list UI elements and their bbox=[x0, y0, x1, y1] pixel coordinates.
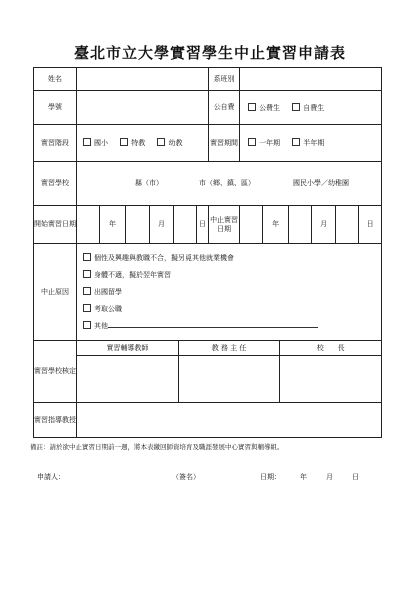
principal-signature[interactable] bbox=[280, 356, 381, 403]
end-month-field[interactable] bbox=[289, 206, 312, 244]
period-label: 實習期間 bbox=[209, 125, 240, 162]
reason-1-checkbox[interactable] bbox=[83, 253, 91, 261]
self-fee-option: 自費生 bbox=[303, 103, 325, 112]
department-field[interactable] bbox=[240, 68, 382, 91]
start-day-unit: 日 bbox=[197, 206, 209, 244]
school-label: 實習學校 bbox=[34, 162, 77, 206]
special-ed-checkbox[interactable] bbox=[120, 138, 128, 146]
special-ed-option: 特教 bbox=[131, 139, 146, 148]
reason-3-text: 出國留學 bbox=[94, 287, 122, 296]
fee-type-label: 公自費 bbox=[209, 91, 240, 125]
reason-2-checkbox[interactable] bbox=[83, 270, 91, 278]
department-label: 系班別 bbox=[209, 68, 240, 91]
academic-director-signature[interactable] bbox=[178, 356, 279, 403]
end-year-unit: 年 bbox=[263, 206, 289, 244]
signature-label: （簽名） bbox=[172, 473, 200, 481]
student-id-label: 學號 bbox=[34, 91, 77, 125]
reason-label: 中止原因 bbox=[34, 244, 77, 341]
date-day-unit: 日 bbox=[352, 473, 359, 481]
end-year-field[interactable] bbox=[240, 206, 263, 244]
name-label: 姓名 bbox=[34, 68, 77, 91]
supervisor-label: 實習指導教授 bbox=[34, 403, 77, 438]
start-year-field[interactable] bbox=[77, 206, 100, 244]
reason-other-text: 其他 bbox=[94, 321, 108, 330]
elementary-checkbox[interactable] bbox=[83, 138, 91, 146]
start-date-label: 開始實習日期 bbox=[34, 206, 77, 244]
start-year-unit: 年 bbox=[100, 206, 126, 244]
public-fee-option: 公費生 bbox=[259, 103, 281, 112]
self-fee-checkbox[interactable] bbox=[292, 103, 300, 111]
reason-4-text: 考取公職 bbox=[94, 304, 122, 313]
end-date-label: 中止實習日期 bbox=[209, 206, 240, 244]
approval-table bbox=[77, 341, 381, 402]
principal-header: 校 長 bbox=[280, 341, 381, 356]
form-title: 臺北市立大學實習學生中止實習申請表 bbox=[73, 44, 346, 62]
elementary-option: 國小 bbox=[94, 139, 108, 148]
student-id-field[interactable] bbox=[77, 91, 209, 125]
one-year-option: 一年期 bbox=[259, 139, 281, 148]
kindergarten-option: 幼教 bbox=[168, 139, 183, 148]
start-month-field[interactable] bbox=[126, 206, 150, 244]
start-month-unit: 月 bbox=[150, 206, 174, 244]
town-text: 市（鄉、鎮、區） bbox=[199, 179, 255, 187]
end-day-unit: 日 bbox=[359, 206, 382, 244]
approval-label: 實習學校核定 bbox=[34, 341, 77, 403]
stage-label: 實習階段 bbox=[34, 125, 77, 162]
date-month-unit: 月 bbox=[326, 473, 333, 481]
school-field[interactable] bbox=[77, 162, 382, 206]
school-type-text: 國民小學／幼稚園 bbox=[293, 179, 349, 187]
remark-note: 備註：請於欲中止實習日期前一週，將本表繳回師資培育及職涯發展中心實習與輔導組。 bbox=[30, 443, 284, 451]
application-form-table bbox=[33, 67, 382, 438]
date-label: 日期： bbox=[260, 473, 281, 481]
applicant-label: 申請人： bbox=[37, 473, 65, 481]
reason-4-checkbox[interactable] bbox=[83, 304, 91, 312]
start-day-field[interactable] bbox=[174, 206, 197, 244]
county-text: 縣（市） bbox=[135, 179, 163, 187]
mentor-teacher-signature[interactable] bbox=[77, 356, 178, 403]
kindergarten-checkbox[interactable] bbox=[157, 138, 165, 146]
reason-3-checkbox[interactable] bbox=[83, 287, 91, 295]
one-year-checkbox[interactable] bbox=[248, 138, 256, 146]
half-year-checkbox[interactable] bbox=[292, 138, 300, 146]
reason-other-input[interactable] bbox=[108, 321, 318, 328]
reason-1-text: 個性及興趣與教職不合，擬另覓其他就業機會 bbox=[94, 253, 234, 262]
public-fee-checkbox[interactable] bbox=[248, 103, 256, 111]
supervisor-signature[interactable] bbox=[77, 403, 382, 438]
end-month-unit: 月 bbox=[312, 206, 336, 244]
end-day-field[interactable] bbox=[336, 206, 359, 244]
academic-director-header: 教 務 主 任 bbox=[178, 341, 279, 356]
reason-2-text: 身體不適，擬於翌年實習 bbox=[94, 270, 171, 279]
date-year-unit: 年 bbox=[300, 473, 307, 481]
name-field[interactable] bbox=[77, 68, 209, 91]
reason-other-checkbox[interactable] bbox=[83, 321, 91, 329]
mentor-teacher-header: 實習輔導教師 bbox=[77, 341, 178, 356]
half-year-option: 半年期 bbox=[303, 139, 325, 148]
